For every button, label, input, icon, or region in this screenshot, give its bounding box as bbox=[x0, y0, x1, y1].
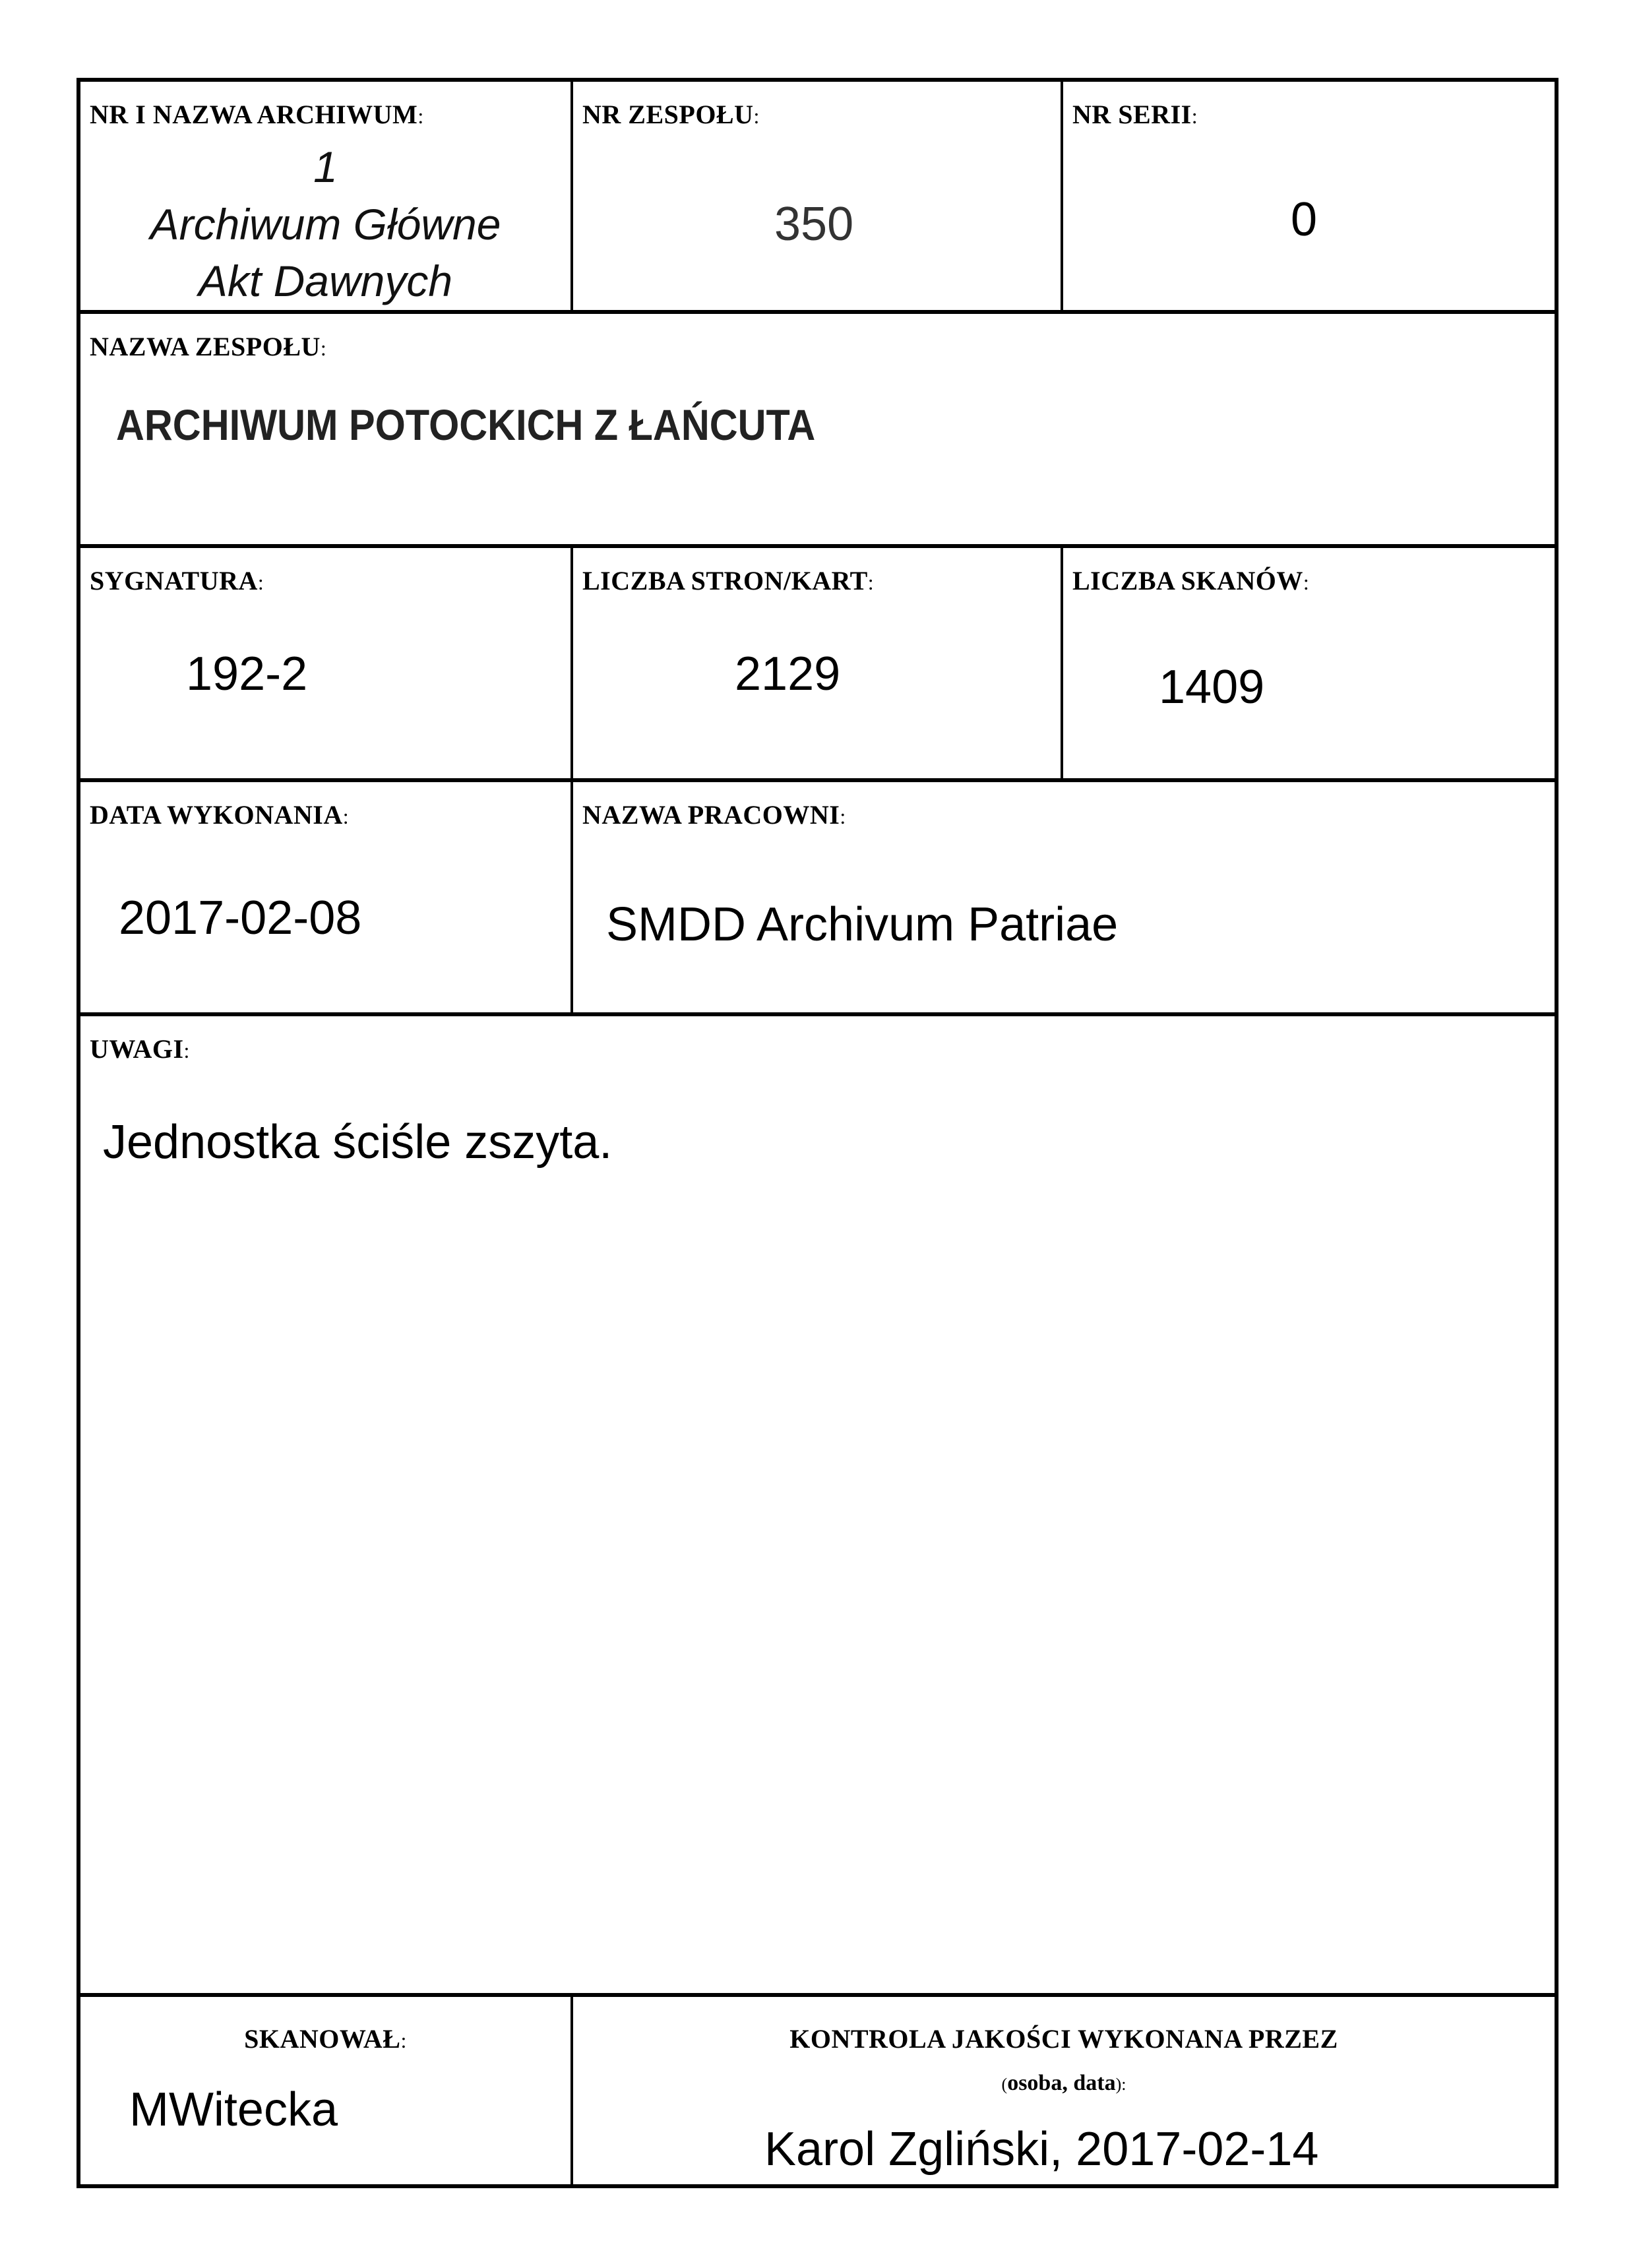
cell-series-number bbox=[1061, 82, 1555, 310]
row-signoff bbox=[80, 1997, 1555, 2184]
cell-scanned-by bbox=[80, 1997, 571, 2184]
colon: : bbox=[1191, 104, 1198, 128]
cell-notes bbox=[80, 1016, 1555, 1993]
cell-page-count bbox=[571, 548, 1061, 778]
archive-label-text: NR I NAZWA ARCHIWUM bbox=[90, 100, 418, 129]
archive-name-line2: Akt Dawnych bbox=[198, 257, 453, 305]
archive-label bbox=[90, 99, 424, 130]
paren-close: ): bbox=[1115, 2075, 1126, 2094]
colon: : bbox=[257, 570, 264, 594]
colon: : bbox=[840, 805, 846, 828]
scanned-by-label bbox=[80, 2023, 571, 2054]
quality-control-label bbox=[573, 2023, 1555, 2054]
notes-value: Jednostka ściśle zszyta. bbox=[103, 1116, 613, 1169]
series-number-label-text: NR SERII bbox=[1072, 100, 1192, 129]
scan-count-label bbox=[1072, 565, 1309, 596]
quality-control-sublabel bbox=[573, 2071, 1555, 2096]
scanned-by-label-text: SKANOWAŁ bbox=[244, 2024, 401, 2054]
row-date-workshop bbox=[80, 782, 1555, 1016]
cell-signature bbox=[80, 548, 571, 778]
scanned-by-value: MWitecka bbox=[129, 2083, 338, 2136]
fonds-name-label-text: NAZWA ZESPOŁU bbox=[90, 332, 321, 361]
colon: : bbox=[342, 805, 350, 828]
colon: : bbox=[400, 2029, 407, 2052]
page-count-label bbox=[582, 565, 874, 596]
signature-value: 192-2 bbox=[186, 648, 308, 700]
colon: : bbox=[417, 104, 424, 128]
archive-number: 1 bbox=[313, 142, 338, 191]
row-counts bbox=[80, 548, 1555, 782]
fonds-name-value: ARCHIWUM POTOCKICH Z ŁAŃCUTA bbox=[116, 400, 816, 449]
workshop-label bbox=[582, 799, 846, 830]
cell-quality-control bbox=[571, 1997, 1555, 2184]
quality-control-value: Karol Zgliński, 2017-02-14 bbox=[764, 2123, 1319, 2176]
colon: : bbox=[753, 104, 760, 128]
fonds-number-label-text: NR ZESPOŁU bbox=[582, 100, 754, 129]
workshop-label-text: NAZWA PRACOWNI bbox=[582, 800, 840, 830]
fonds-name-label bbox=[90, 331, 326, 362]
date-value: 2017-02-08 bbox=[119, 892, 362, 944]
notes-label bbox=[90, 1033, 190, 1064]
page-count-label-text: LICZBA STRON/KART bbox=[582, 566, 868, 596]
cell-workshop bbox=[571, 782, 1555, 1012]
date-label bbox=[90, 799, 349, 830]
cell-scan-count bbox=[1061, 548, 1555, 778]
archive-scan-metadata-form bbox=[77, 78, 1558, 2188]
row-archive-info bbox=[80, 82, 1555, 314]
series-number-value: 0 bbox=[1291, 193, 1318, 246]
signature-label-text: SYGNATURA bbox=[90, 566, 258, 596]
quality-control-label-text: KONTROLA JAKOŚCI WYKONANA PRZEZ bbox=[789, 2024, 1338, 2054]
workshop-value: SMDD Archivum Patriae bbox=[606, 898, 1119, 951]
colon: : bbox=[183, 1039, 190, 1062]
notes-label-text: UWAGI bbox=[90, 1034, 184, 1064]
quality-control-sublabel-text: osoba, data bbox=[1007, 2071, 1116, 2095]
fonds-number-label bbox=[582, 99, 760, 130]
cell-archive bbox=[80, 82, 571, 310]
cell-date bbox=[80, 782, 571, 1012]
date-label-text: DATA WYKONANIA bbox=[90, 800, 343, 830]
row-fonds-name bbox=[80, 314, 1555, 548]
series-number-label bbox=[1072, 99, 1198, 130]
cell-fonds-number bbox=[571, 82, 1061, 310]
page-count-value: 2129 bbox=[735, 648, 841, 700]
colon: : bbox=[867, 570, 875, 594]
paren-open: ( bbox=[1001, 2075, 1008, 2094]
colon: : bbox=[320, 336, 327, 360]
scan-count-value: 1409 bbox=[1159, 661, 1265, 714]
signature-label bbox=[90, 565, 264, 596]
fonds-number-value: 350 bbox=[774, 198, 854, 251]
colon: : bbox=[1303, 570, 1310, 594]
cell-fonds-name bbox=[80, 314, 1555, 544]
row-notes bbox=[80, 1016, 1555, 1997]
archive-name-line1: Archiwum Główne bbox=[150, 200, 501, 249]
scan-count-label-text: LICZBA SKANÓW bbox=[1072, 566, 1303, 596]
